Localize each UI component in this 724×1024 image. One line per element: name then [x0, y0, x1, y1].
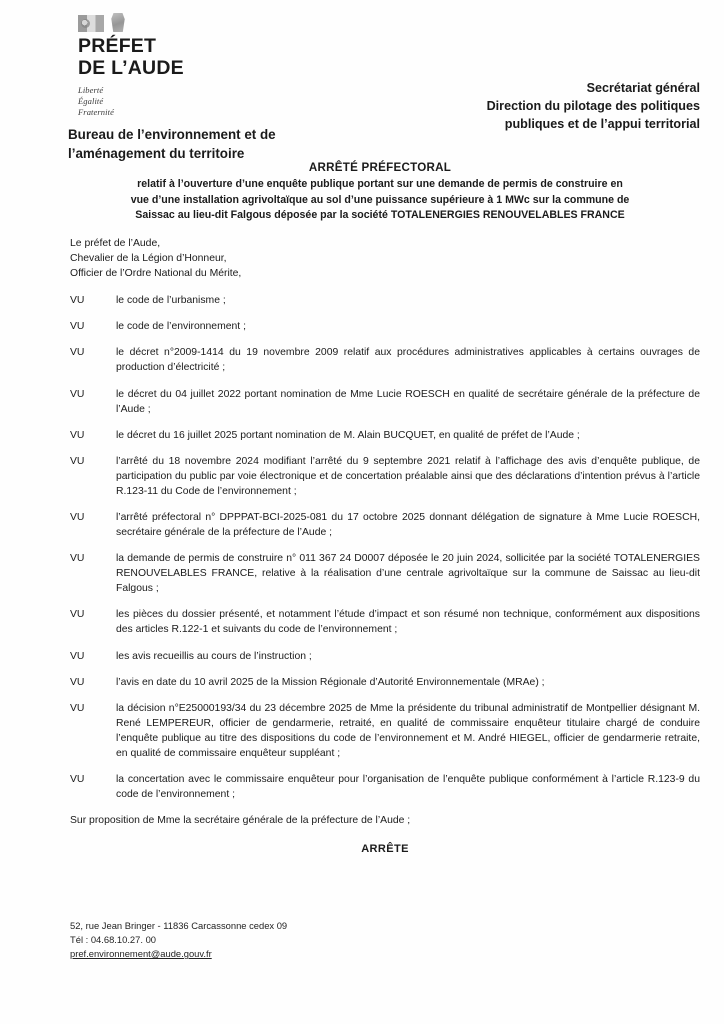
considerant-row — [70, 772, 700, 802]
document-footer — [70, 919, 287, 961]
footer-address: 52, rue Jean Bringer - 11836 Carcassonne cedex 09 — [70, 920, 288, 931]
subtitle-line-1: relatif à l’ouverture d’une enquête publique portant sur une demande de permis de construire en — [137, 178, 623, 190]
service-line-3: publiques et de l’appui territorial — [504, 116, 700, 131]
republique-francaise-emblem-icon — [78, 12, 328, 32]
considerant-label: VU — [70, 455, 85, 467]
signatory-line-1: Le préfet de l’Aude, — [70, 238, 161, 249]
considerant-row — [70, 607, 700, 637]
considerant-text: le décret du 16 juillet 2025 portant nomination de M. Alain BUCQUET, en qualité de préfet de l’Aude ; — [116, 429, 580, 441]
considerant-row — [70, 510, 700, 540]
decision-heading: ARRÊTE — [361, 843, 409, 856]
service-line-2: Direction du pilotage des politiques — [486, 98, 700, 113]
considerant-label: VU — [70, 774, 85, 786]
considerant-row — [70, 454, 700, 499]
prefet-title-line-2: DE L’AUDE — [78, 56, 184, 79]
subtitle-line-2: vue d’une installation agrivoltaïque au sol d’une puissance supérieure à 1 MWc sur la commune de — [130, 193, 630, 206]
service-identification — [370, 80, 700, 134]
considerant-label: VU — [70, 512, 85, 524]
considerant-text: la décision n°E25000193/34 du 23 décembre 2025 de Mme la présidente du tribunal administratif de Montpellier désignant M. René LEMPEREUR, officier de gendarmerie, retraité, en qualité de commissaire enquêteur titulaire chargé de conduire l’enquête publique au titre des dispositions du code de l’environnement et M. André HIEGEL, officier de gendarmerie retraite, en qualité de commissaire enquêteur suppléant ; — [116, 702, 700, 759]
document-header — [0, 12, 724, 162]
considerant-text: le code de l’urbanisme ; — [116, 295, 226, 307]
considerant-text: l’avis en date du 10 avril 2025 de la Mission Régionale d’Autorité Environnementale (MRAe) ; — [116, 676, 545, 688]
considerant-label: VU — [70, 321, 85, 333]
french-flag-icon — [78, 15, 104, 32]
considerant-row — [70, 649, 700, 664]
considerant-row — [70, 551, 700, 596]
considerant-text: la concertation avec le commissaire enquêteur pour l’organisation de l’enquête publique conformément à l’article R.123-9 du code de l’environnement ; — [116, 774, 700, 801]
considerant-label: VU — [70, 676, 85, 688]
signatory-qualities — [70, 236, 700, 281]
document-title-block — [62, 161, 698, 224]
considerant-row — [70, 319, 700, 334]
considerant-label: VU — [70, 553, 85, 565]
signatory-line-3: Officier de l’Ordre National du Mérite, — [70, 268, 242, 280]
considerant-text: l’arrêté du 18 novembre 2024 modifiant l’arrêté du 9 septembre 2021 relatif à l’affichage des avis d’enquête publique, de participation du public par voie électronique et de concertation préalable ainsi que des déclarations d’intention prévus à l’article R.123-11 du Code de l’environnement ; — [116, 455, 700, 497]
bureau-line-1: Bureau de l’environnement et de — [68, 127, 276, 142]
subtitle-line-3: Saissac au lieu-dit Falgous déposée par la société TOTALENERGIES RENOUVELABLES FRANCE — [135, 209, 625, 222]
motto-egalite: Égalité — [78, 95, 104, 106]
page-title: ARRÊTÉ PRÉFECTORAL — [308, 161, 452, 174]
considerants-list — [70, 293, 700, 802]
proposition-paragraph: Sur proposition de Mme la secrétaire générale de la préfecture de l’Aude ; — [70, 815, 411, 827]
prefet-title-line-1: PRÉFET — [78, 35, 157, 57]
considerant-row — [70, 345, 700, 375]
considerant-text: l’arrêté préfectoral n° DPPPAT-BCI-2025-081 du 17 octobre 2025 donnant délégation de signature à Mme Lucie ROESCH, secrétaire générale de la préfecture de l’Aude ; — [116, 512, 700, 539]
prefecture-branding — [78, 12, 328, 118]
considerant-label: VU — [70, 295, 85, 307]
bureau-line-2: l’aménagement du territoire — [68, 146, 245, 162]
considerant-row — [70, 675, 700, 690]
motto-liberte: Liberté — [78, 84, 104, 95]
motto-fraternite: Fraternité — [78, 107, 114, 118]
marianne-icon — [110, 13, 126, 32]
service-line-1: Secrétariat général — [586, 81, 700, 95]
document-subtitle — [62, 177, 698, 224]
considerant-row — [70, 428, 700, 443]
signatory-line-2: Chevalier de la Légion d’Honneur, — [70, 253, 227, 265]
considerant-label: VU — [70, 650, 85, 662]
considerant-row — [70, 701, 700, 761]
considerant-text: les pièces du dossier présenté, et notamment l’étude d’impact et son résumé non technique, conformément aux dispositions des articles R.122-1 et suivants du code de l’environnement ; — [116, 609, 700, 636]
republic-motto — [78, 85, 328, 119]
considerant-row — [70, 293, 700, 308]
considerant-text: les avis recueillis au cours de l’instruction ; — [116, 650, 312, 662]
considerant-label: VU — [70, 702, 85, 714]
bureau-identification — [68, 125, 398, 163]
considerant-label: VU — [70, 429, 85, 441]
footer-phone: Tél : 04.68.10.27. 00 — [70, 934, 157, 946]
considerant-label: VU — [70, 388, 85, 400]
considerant-label: VU — [70, 609, 85, 621]
document-body — [70, 236, 700, 858]
considerant-text: le décret n°2009-1414 du 19 novembre 2009 relatif aux procédures administratives applicables à certains ouvrages de production d’électricité ; — [116, 347, 700, 374]
considerant-text: le code de l’environnement ; — [116, 321, 246, 333]
considerant-row — [70, 387, 700, 417]
considerant-text: le décret du 04 juillet 2022 portant nomination de Mme Lucie ROESCH en qualité de secrétaire générale de la préfecture de l’Aude ; — [116, 388, 700, 415]
considerant-label: VU — [70, 347, 85, 359]
footer-email-link[interactable]: pref.environnement@aude.gouv.fr — [70, 948, 212, 960]
considerant-text: la demande de permis de construire n° 011 367 24 D0007 déposée le 20 juin 2024, sollicitée par la société TOTALENERGIES RENOUVELABLES FRANCE, relative à la réalisation d’une centrale agrivoltaïque sur la commune de Saissac au lieu-dit Falgous ; — [116, 553, 700, 595]
